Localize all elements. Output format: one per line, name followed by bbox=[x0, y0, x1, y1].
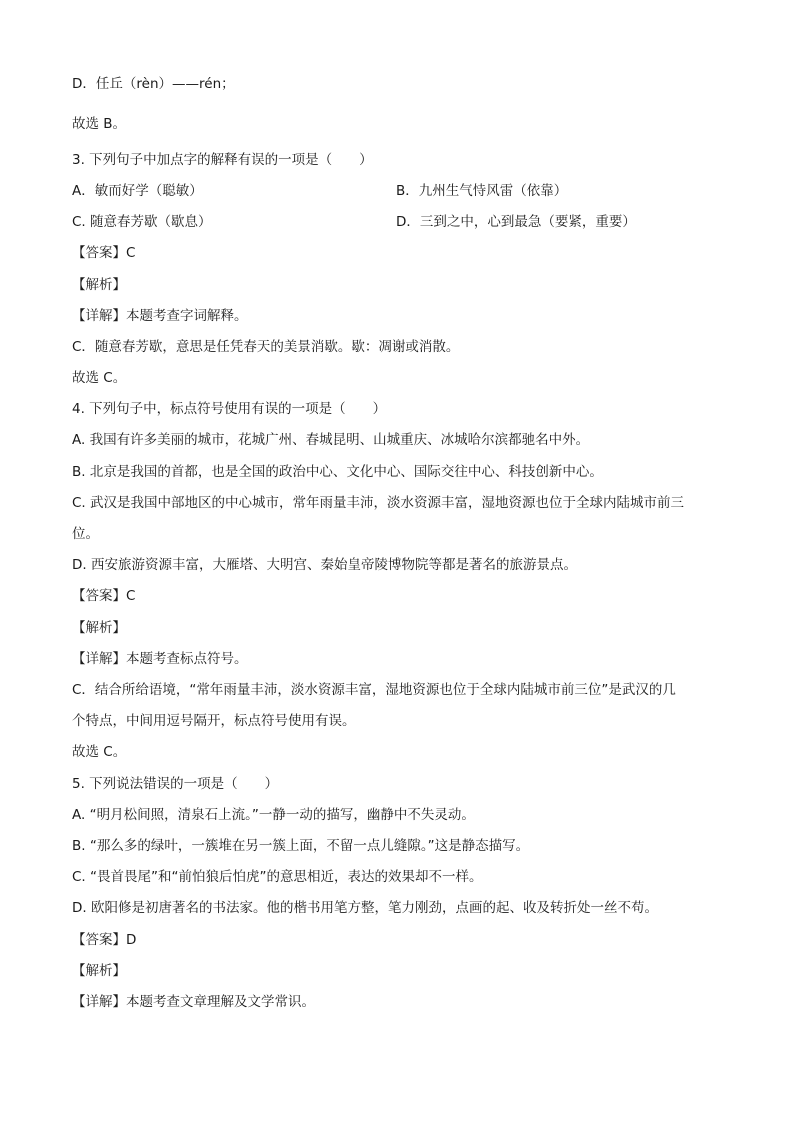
q5-analysis-heading: 【解析】 bbox=[72, 963, 126, 979]
q3-option-c: C. 随意春芳歇（歇息） bbox=[72, 214, 212, 230]
q3-option-d: D．三到之中，心到最急（要紧，重要） bbox=[396, 214, 636, 230]
q5-option-d: D. 欧阳修是初唐著名的书法家。他的楷书用笔方整，笔力刚劲，点画的起、收及转折处一丝不苟。 bbox=[72, 900, 658, 916]
q4-choice: 故选 C。 bbox=[72, 744, 127, 760]
q3-analysis-heading: 【解析】 bbox=[72, 277, 126, 293]
q4-option-c-line1: C. 武汉是我国中部地区的中心城市，常年雨量丰沛，淡水资源丰富，湿地资源也位于全球内陆城市前三 bbox=[72, 495, 685, 511]
question-5: 5. 下列说法错误的一项是（ ） bbox=[72, 776, 279, 792]
q3-detail: 【详解】本题考查字词解释。 bbox=[72, 308, 248, 324]
q5-option-a: A. “明月松间照，清泉石上流。”一静一动的描写，幽静中不失灵动。 bbox=[72, 807, 475, 823]
option-d-q2: D．任丘（rèn）——rén； bbox=[72, 76, 235, 92]
q3-choice: 故选 C。 bbox=[72, 370, 127, 386]
question-3: 3. 下列句子中加点字的解释有误的一项是（ ） bbox=[72, 152, 373, 168]
q4-option-a: A. 我国有许多美丽的城市，花城广州、春城昆明、山城重庆、冰城哈尔滨都驰名中外。 bbox=[72, 432, 590, 448]
q4-analysis-heading: 【解析】 bbox=[72, 620, 126, 636]
q5-answer: 【答案】D bbox=[72, 932, 137, 948]
q4-answer: 【答案】C bbox=[72, 588, 136, 604]
q4-option-c-line2: 位。 bbox=[72, 526, 99, 542]
q4-detail: 【详解】本题考查标点符号。 bbox=[72, 651, 248, 667]
answer-choice-q2: 故选 B。 bbox=[72, 116, 127, 132]
q5-option-b: B. “那么多的绿叶，一簇堆在另一簇上面，不留一点儿缝隙。”这是静态描写。 bbox=[72, 838, 530, 854]
q3-explanation: C．随意春芳歇，意思是任凭春天的美景消歇。歇：凋谢或消散。 bbox=[72, 339, 460, 355]
q3-option-b: B．九州生气恃风雷（依靠） bbox=[396, 183, 568, 199]
q4-explanation-line2: 个特点，中间用逗号隔开，标点符号使用有误。 bbox=[72, 713, 356, 729]
q5-option-c: C. “畏首畏尾”和“前怕狼后怕虎”的意思相近，表达的效果却不一样。 bbox=[72, 869, 483, 885]
question-4: 4. 下列句子中，标点符号使用有误的一项是（ ） bbox=[72, 401, 387, 417]
q4-explanation-line1: C．结合所给语境，“常年雨量丰沛，淡水资源丰富，湿地资源也位于全球内陆城市前三位”是武汉的几 bbox=[72, 682, 676, 698]
q4-option-d: D. 西安旅游资源丰富，大雁塔、大明宫、秦始皇帝陵博物院等都是著名的旅游景点。 bbox=[72, 557, 577, 573]
q3-answer: 【答案】C bbox=[72, 245, 136, 261]
q4-option-b: B. 北京是我国的首都，也是全国的政治中心、文化中心、国际交往中心、科技创新中心。 bbox=[72, 464, 603, 480]
q5-detail: 【详解】本题考查文章理解及文学常识。 bbox=[72, 994, 315, 1010]
q3-option-a: A．敏而好学（聪敏） bbox=[72, 183, 203, 199]
